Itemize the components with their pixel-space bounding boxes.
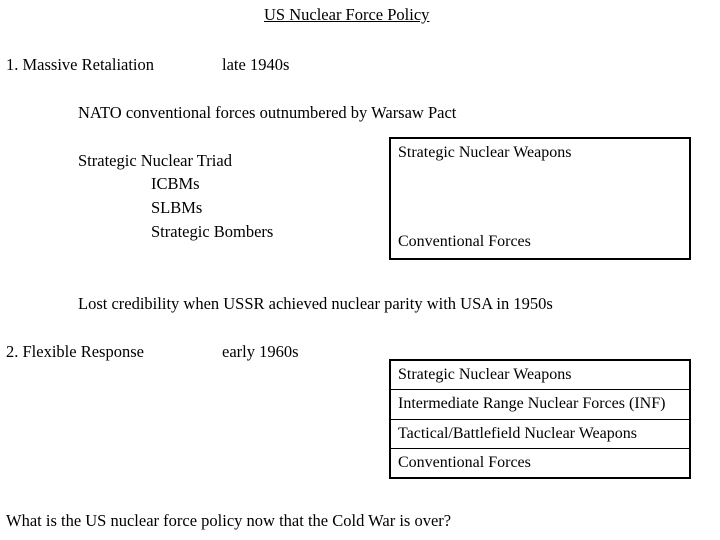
box2-row-tactical: Tactical/Battlefield Nuclear Weapons <box>391 420 689 449</box>
section2-period: early 1960s <box>222 342 299 361</box>
triad-item-slbms: SLBMs <box>151 198 203 217</box>
section1-heading: 1. Massive Retaliation <box>6 55 155 74</box>
triad-title: Strategic Nuclear Triad <box>78 151 232 170</box>
box1-conventional-label: Conventional Forces <box>398 233 531 250</box>
page-title: US Nuclear Force Policy <box>264 5 430 24</box>
section1-note: NATO conventional forces outnumbered by Warsaw Pact <box>78 103 457 122</box>
box2-row-strategic: Strategic Nuclear Weapons <box>391 361 689 390</box>
section2-heading: 2. Flexible Response <box>6 342 144 361</box>
section1-consequence: Lost credibility when USSR achieved nuclear parity with USA in 1950s <box>78 294 553 313</box>
triad-item-bombers: Strategic Bombers <box>151 222 274 241</box>
section1-period: late 1940s <box>222 55 290 74</box>
triad-item-icbms: ICBMs <box>151 174 200 193</box>
box1-strategic-label: Strategic Nuclear Weapons <box>398 144 572 161</box>
closing-question: What is the US nuclear force policy now that the Cold War is over? <box>6 511 452 530</box>
box2-row-conventional: Conventional Forces <box>398 453 531 471</box>
flexible-response-force-box <box>389 359 691 479</box>
box2-row-inf: Intermediate Range Nuclear Forces (INF) <box>391 390 689 419</box>
massive-retaliation-force-box <box>389 137 691 260</box>
